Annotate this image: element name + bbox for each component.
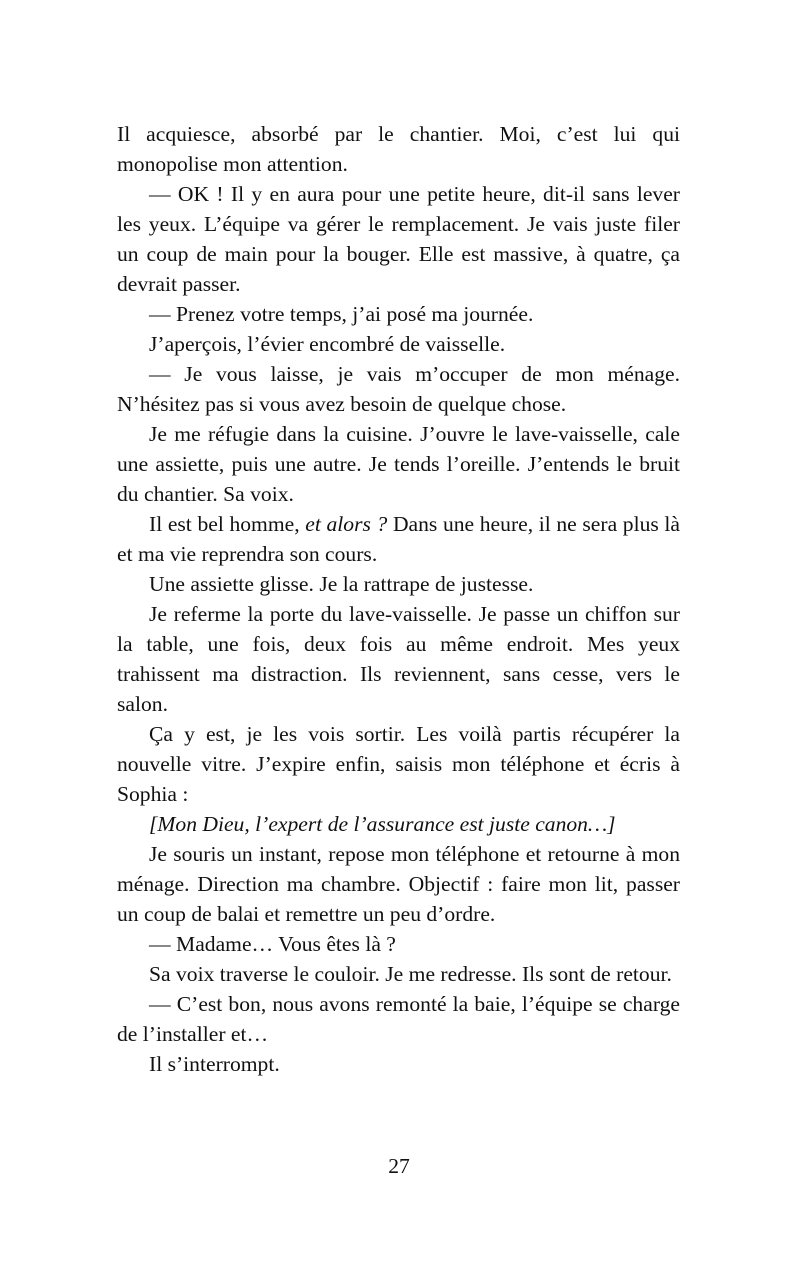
paragraph: Sa voix traverse le couloir. Je me redresse. Ils sont de retour. [149,962,672,986]
page-number: 27 [388,1154,410,1178]
paragraph: Il acquiesce, absorbé par le chantier. Moi, c’est lui qui monopolise mon attention. [117,122,680,176]
paragraph: Ça y est, je les vois sortir. Les voilà partis récupérer la nouvelle vitre. J’expire enfin, saisis mon téléphone et écris à Sophia : [117,722,680,806]
text-message-content: [Mon Dieu, l’expert de l’assurance est juste canon…] [149,812,616,836]
paragraph: — OK ! Il y en aura pour une petite heure, dit-il sans lever les yeux. L’équipe va gérer le remplacement. Je vais juste filer un coup de main pour la bouger. Elle est massive, à quatre, ça devrait passer. [117,182,680,296]
paragraph: — C’est bon, nous avons remonté la baie, l’équipe se charge de l’installer et… [117,992,680,1046]
italic-phrase: et alors ? [305,512,388,536]
paragraph: Je referme la porte du lave-vaisselle. Je passe un chiffon sur la table, une fois, deux fois au même endroit. Mes yeux trahissent ma distraction. Ils reviennent, sans cesse, vers le salon. [117,602,680,716]
paragraph: — Madame… Vous êtes là ? [149,932,396,956]
paragraph: Une assiette glisse. Je la rattrape de justesse. [149,572,534,596]
paragraph: Je me réfugie dans la cuisine. J’ouvre le lave-vaisselle, cale une assiette, puis une autre. Je tends l’oreille. J’entends le bruit du chantier. Sa voix. [117,422,680,506]
text-message [117,809,680,839]
paragraph: — Prenez votre temps, j’ai posé ma journée. [149,302,534,326]
paragraph: Je souris un instant, repose mon téléphone et retourne à mon ménage. Direction ma chambre. Objectif : faire mon lit, passer un coup de balai et remettre un peu d’ordre. [117,842,680,926]
paragraph-text: Dans une heure, il ne sera plus là et ma vie reprendra son cours. [117,512,680,566]
paragraph [117,509,680,569]
paragraph: J’aperçois, l’évier encombré de vaisselle. [149,332,506,356]
paragraph: — Je vous laisse, je vais m’occuper de mon ménage. N’hésitez pas si vous avez besoin de quelque chose. [117,362,680,416]
paragraph-text: Il est bel homme, [149,512,306,536]
paragraph: Il s’interrompt. [149,1052,280,1076]
body-text [117,119,680,1079]
